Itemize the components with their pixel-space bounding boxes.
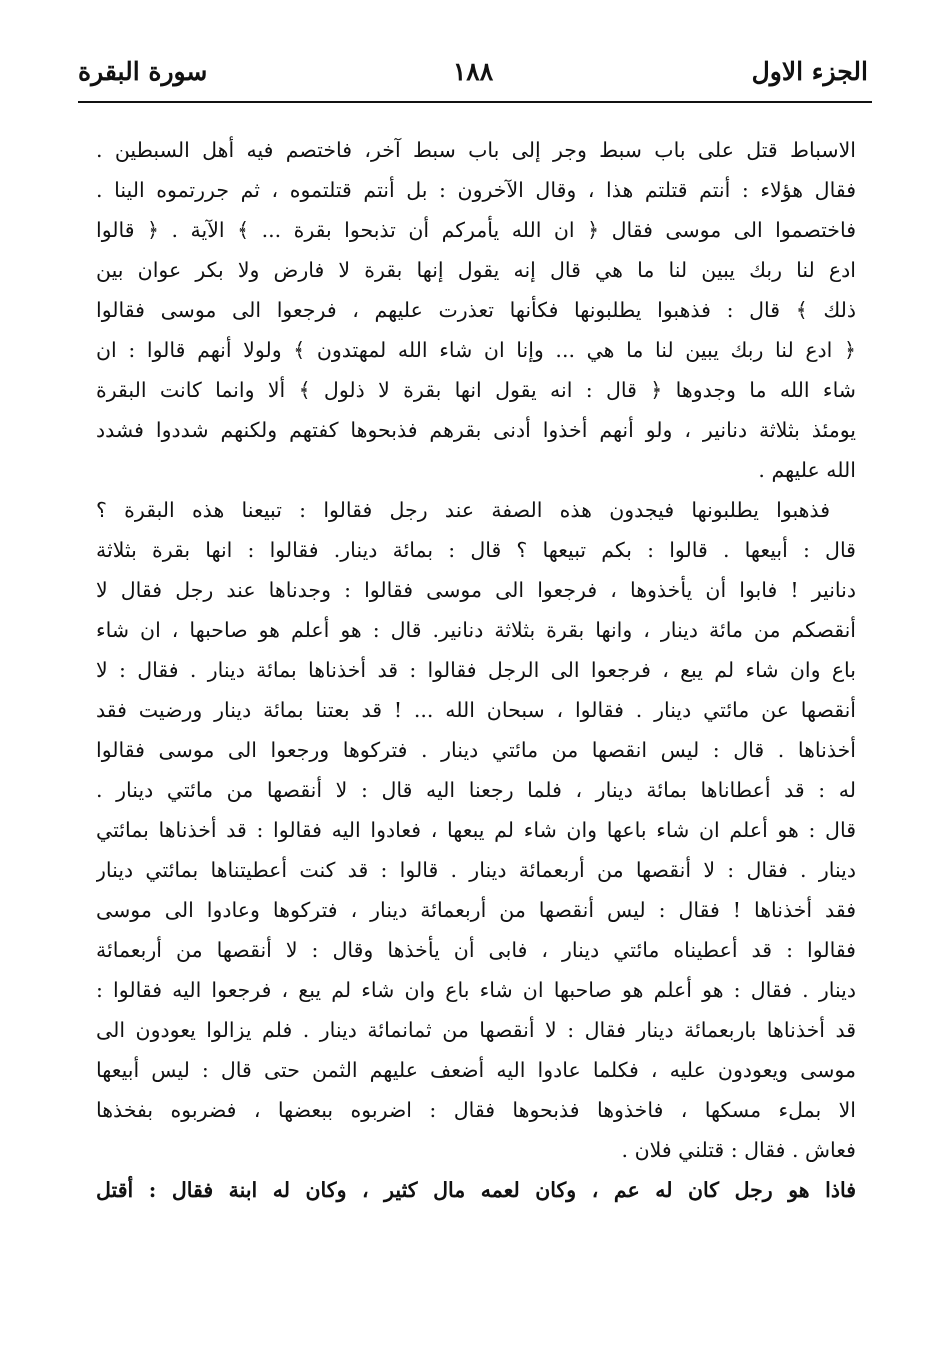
text-line: دنانير ! فابوا أن يأخذوها ، فرجعوا الى موسى فقالوا : وجدناها عند رجل فقال لا xyxy=(96,578,856,602)
text-line: فذهبوا يطلبونها فيجدون هذه الصفة عند رجل فقالوا : تبيعنا هذه البقرة ؟ xyxy=(96,498,830,522)
paragraph-1 xyxy=(96,130,856,490)
surah-title: سورة البقرة xyxy=(78,57,208,86)
page-body xyxy=(96,130,856,1210)
text-line: الله عليهم . xyxy=(758,458,856,482)
paragraph-2 xyxy=(96,490,856,1170)
text-line: فاختصموا الى موسى فقال ﴿ ان الله يأمركم أن تذبحوا بقرة ... ﴾ الآية . ﴿ قالوا xyxy=(96,218,856,242)
header-divider xyxy=(78,101,872,103)
text-line: دينار . فقال : هو أعلم هو صاحبها ان شاء باع وان شاء لم يبع ، فرجعوا اليه فقالوا : xyxy=(96,978,856,1002)
text-line: فقالوا : قد أعطيناه مائتي دينار ، فابى أن يأخذها وقال : لا أنقصها من أربعمائة xyxy=(96,938,856,962)
text-line: دينار . فقال : لا أنقصها من أربعمائة دينار . قالوا : قد كنت أعطيتناها بمائتي دينار xyxy=(96,858,856,882)
paragraph-3 xyxy=(96,1170,856,1210)
text-line: فاذا هو رجل كان له عم ، وكان لعمه مال كثير ، وكان له ابنة فقال : أقتل xyxy=(96,1178,856,1202)
text-line: ذلك ﴾ قال : فذهبوا يطلبونها فكأنها تعذرت عليهم ، فرجعوا الى موسى فقالوا xyxy=(96,298,856,322)
text-line: ﴿ ادع لنا ربك يبين لنا ما هي ... وإنا ان شاء الله لمهتدون ﴾ ولولا أنهم قالوا : ان xyxy=(96,338,856,362)
text-line: الا بملء مسكها ، فاخذوها فذبحوها فقال : اضربوه ببعضها ، فضربوه بفخذها xyxy=(96,1098,856,1122)
text-line: الاسباط قتل على باب سبط وجر إلى باب سبط آخر، فاختصم فيه أهل السبطين . xyxy=(96,138,856,162)
text-line: فقد أخذناها ! فقال : ليس أنقصها من أربعمائة دينار ، فتركوها وعادوا الى موسى xyxy=(96,898,856,922)
part-title: الجزء الاول xyxy=(751,57,868,86)
text-line: فعاش . فقال : قتلني فلان . xyxy=(621,1138,856,1162)
text-line: موسى ويعودون عليه ، فكلما عادوا اليه أضعف عليهم الثمن حتى قال : ليس أبيعها xyxy=(96,1058,856,1082)
text-line: شاء الله ما وجدوها ﴿ قال : انه يقول انها بقرة لا ذلول ﴾ ألا وانما كانت البقرة xyxy=(96,378,856,402)
text-line: ادع لنا ربك يبين لنا ما هي قال إنه يقول إنها بقرة لا فارض ولا بكر عوان بين xyxy=(96,258,856,282)
text-line: باع وان شاء لم يبع ، فرجعوا الى الرجل فقالوا : قد أخذناها بمائة دينار . فقال : لا xyxy=(96,658,856,682)
text-line: له : قد أعطاناها بمائة دينار ، فلما رجعنا اليه قال : لا أنقصها من مائتي دينار . xyxy=(96,778,856,802)
page-number: ١٨٨ xyxy=(452,57,494,86)
text-line: أخذناها . قال : ليس انقصها من مائتي دينار . فتركوها ورجعوا الى موسى فقالوا xyxy=(96,738,856,762)
text-line: قال : أبيعها . قالوا : بكم تبيعها ؟ قال : بمائة دينار. فقالوا : انها بقرة بثلاثة xyxy=(96,538,856,562)
text-line: قال : هو أعلم ان شاء باعها وان شاء لم يبعها ، فعادوا اليه فقالوا : قد أخذناها بمائتي xyxy=(96,818,856,842)
text-line: أنقصكم من مائة دينار ، وانها بقرة بثلاثة دنانير. قال : هو أعلم هو صاحبها ، ان شاء xyxy=(96,618,856,642)
text-line: أنقصها عن مائتي دينار . فقالوا ، سبحان الله ... ! قد بعتنا بمائة دينار ورضيت فقد xyxy=(96,698,856,722)
text-line: فقال هؤلاء : أنتم قتلتم هذا ، وقال الآخرون : بل أنتم قتلتموه ، ثم جررتموه الينا . xyxy=(96,178,856,202)
page-header xyxy=(78,55,868,95)
text-line: يومئذ بثلاثة دنانير ، ولو أنهم أخذوا أدنى بقرهم فذبحوها كفتهم ولكنهم شددوا فشدد xyxy=(96,418,856,442)
text-line: قد أخذناها باربعمائة دينار فقال : لا أنقصها من ثمانمائة دينار . فلم يزالوا يعودون الى xyxy=(96,1018,856,1042)
